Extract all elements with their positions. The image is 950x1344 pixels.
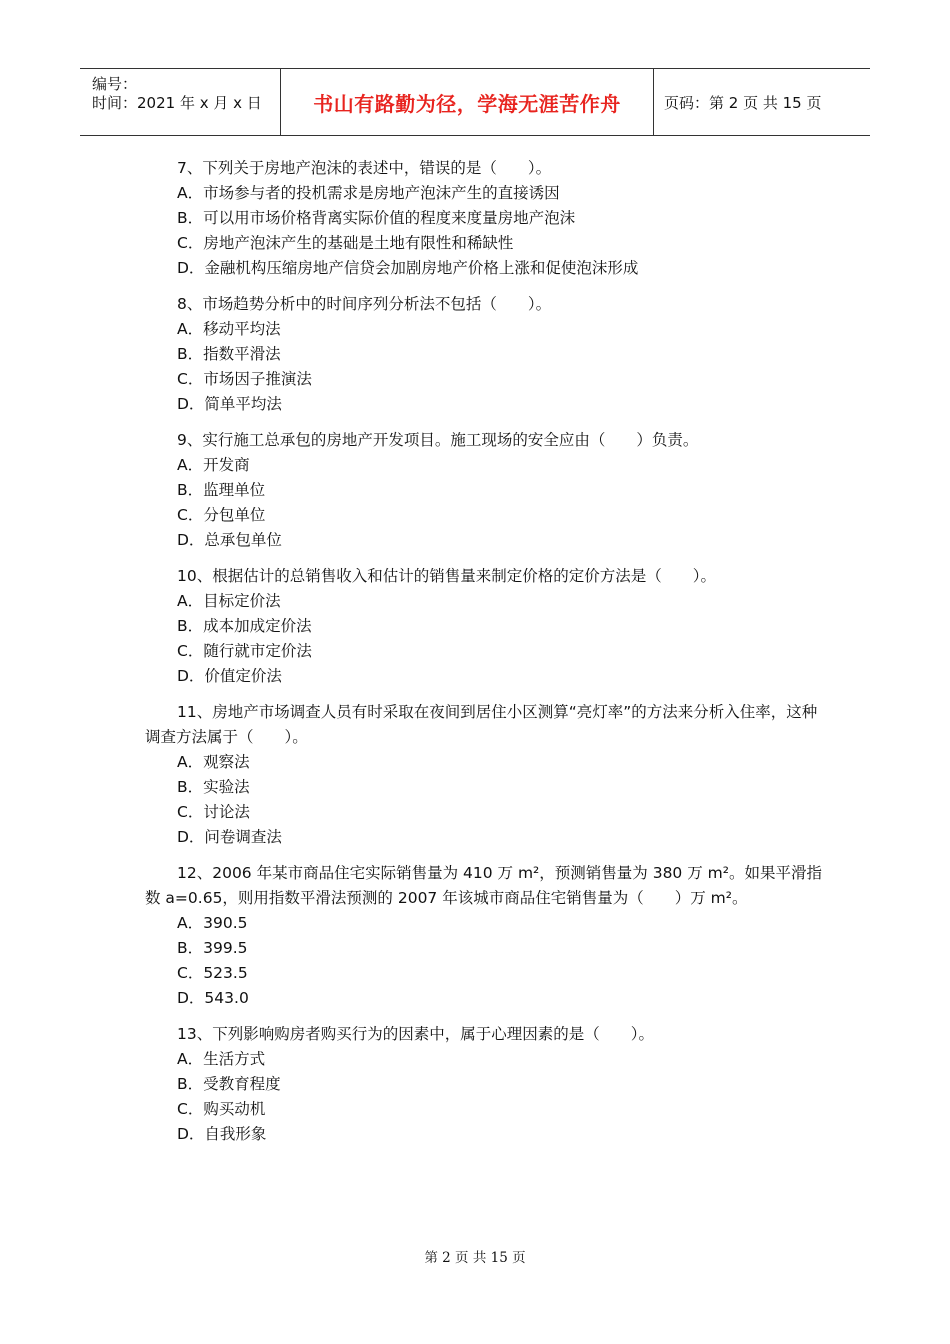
option-a: A．市场参与者的投机需求是房地产泡沫产生的直接诱因	[177, 184, 560, 202]
option-c: C．市场因子推演法	[177, 370, 312, 388]
question-9	[145, 428, 825, 553]
option-a: A．移动平均法	[177, 320, 281, 338]
question-11	[145, 700, 825, 850]
option-d: D．金融机构压缩房地产信贷会加剧房地产价格上涨和促使泡沫形成	[177, 259, 639, 277]
question-7	[145, 156, 825, 281]
header-meta	[80, 69, 281, 135]
option-c: C．分包单位	[177, 506, 266, 524]
question-stem: 12、2006 年某市商品住宅实际销售量为 410 万 m²，预测销售量为 380 万 m²。如果平滑指数 a=0.65，则用指数平滑法预测的 2007 年该城市商品住宅销售量为（ ）万 m²。	[145, 864, 822, 907]
question-stem: 11、房地产市场调查人员有时采取在夜间到居住小区测算“亮灯率”的方法来分析入住率，这种调查方法属于（ ）。	[145, 703, 818, 746]
option-c: C．随行就市定价法	[177, 642, 312, 660]
option-a: A．生活方式	[177, 1050, 266, 1068]
option-a: A．390.5	[177, 914, 248, 932]
question-8	[145, 292, 825, 417]
option-b: B．成本加成定价法	[177, 617, 312, 635]
header-motto-cell	[281, 69, 654, 135]
option-c: C．讨论法	[177, 803, 250, 821]
option-d: D．总承包单位	[177, 531, 282, 549]
question-13	[145, 1022, 825, 1147]
question-stem: 9、实行施工总承包的房地产开发项目。施工现场的安全应由（ ）负责。	[177, 431, 699, 449]
option-b: B．实验法	[177, 778, 250, 796]
option-d: D．价值定价法	[177, 667, 282, 685]
header-motto: 书山有路勤为径，学海无涯苦作舟	[313, 91, 621, 116]
page-footer: 第 2 页 共 15 页	[424, 1250, 526, 1266]
header-page-info	[654, 69, 870, 135]
option-b: B．受教育程度	[177, 1075, 281, 1093]
question-stem: 8、市场趋势分析中的时间序列分析法不包括（ ）。	[177, 295, 552, 313]
option-c: C．房地产泡沫产生的基础是土地有限性和稀缺性	[177, 234, 514, 252]
question-list	[145, 156, 825, 1158]
option-d: D．简单平均法	[177, 395, 282, 413]
option-d: D．543.0	[177, 989, 249, 1007]
option-b: B．399.5	[177, 939, 248, 957]
option-c: C．购买动机	[177, 1100, 266, 1118]
question-stem: 7、下列关于房地产泡沫的表述中，错误的是（ ）。	[177, 159, 552, 177]
option-b: B．指数平滑法	[177, 345, 281, 363]
option-c: C．523.5	[177, 964, 248, 982]
question-12	[145, 861, 825, 1011]
option-a: A．目标定价法	[177, 592, 281, 610]
document-number-label: 编号：	[92, 75, 138, 93]
question-10	[145, 564, 825, 689]
option-a: A．观察法	[177, 753, 250, 771]
option-d: D．问卷调查法	[177, 828, 282, 846]
question-stem: 10、根据估计的总销售收入和估计的销售量来制定价格的定价方法是（ ）。	[177, 567, 716, 585]
header-page-number: 页码：第 2 页 共 15 页	[664, 93, 822, 112]
document-date: 时间：2021 年 x 月 x 日	[92, 94, 262, 112]
option-d: D．自我形象	[177, 1125, 267, 1143]
option-a: A．开发商	[177, 456, 250, 474]
option-b: B．监理单位	[177, 481, 266, 499]
page-header	[80, 68, 870, 136]
question-stem: 13、下列影响购房者购买行为的因素中，属于心理因素的是（ ）。	[177, 1025, 654, 1043]
option-b: B．可以用市场价格背离实际价值的程度来度量房地产泡沫	[177, 209, 576, 227]
